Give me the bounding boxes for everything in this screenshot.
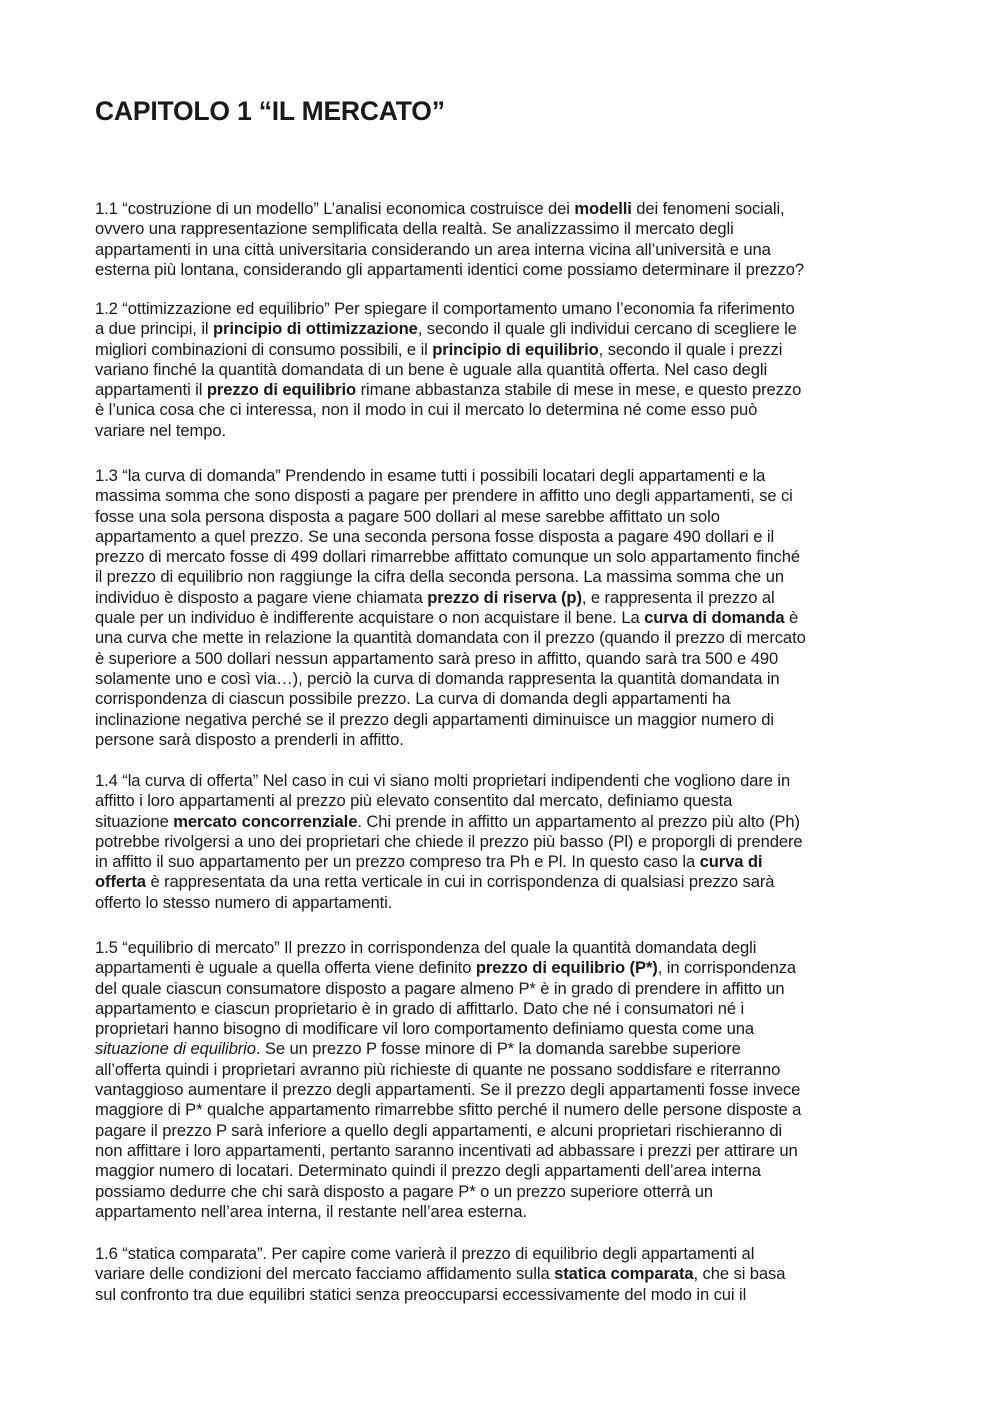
text-line [95,1039,907,1059]
bold-term: offerta [95,872,146,892]
text-run: il prezzo di equilibrio non raggiunge la cifra della seconda persona. La massima somma che un [95,567,784,587]
text-line [95,299,907,319]
text-line [95,588,907,608]
text-run: offerto lo stesso numero di appartamenti. [95,892,393,912]
section-1-5-paragraph [95,938,907,1222]
text-line [95,958,907,978]
text-line [95,1244,907,1264]
text-run: inclinazione negativa perché se il prezzo degli appartamenti diminuisce un maggior numero di [95,709,774,729]
text-run: appartamento nell’area interna, il restante nell’area esterna. [95,1201,527,1221]
text-line [95,938,907,958]
text-run: ovvero una rappresentazione semplificata della realtà. Se analizzassimo il mercato degli [95,219,734,239]
text-line [95,979,907,999]
text-run: affitto i loro appartamenti al prezzo più elevato consentito dal mercato, definiamo questa [95,791,733,811]
text-line [95,507,907,527]
text-run: . Chi prende in affitto un appartamento al prezzo più alto (Ph) [357,811,800,831]
text-run: variano finché la quantità domandata di un bene è uguale alla quantità offerta. Nel caso degli [95,359,768,379]
text-run: esterna più lontana, considerando gli appartamenti identici come possiamo determinare il prezzo? [95,259,804,279]
text-run: prezzo di mercato fosse di 499 dollari rimarrebbe affittato comunque un solo appartamento finché [95,547,800,567]
text-line [95,219,907,239]
text-run: appartamento e ciascun proprietario è in grado di affittarlo. Dato che né i consumatori né i [95,998,745,1018]
text-line [95,421,907,441]
text-run: 1.3 “la curva di domanda” Prendendo in esame tutti i possibili locatari degli appartamenti e la [95,466,766,485]
text-line [95,649,907,669]
text-line [95,1161,907,1181]
text-line [95,319,907,339]
text-run: dei fenomeni sociali, [631,199,785,218]
text-line [95,710,907,730]
text-run: proprietari hanno bisogno di modificare vil loro comportamento definiamo questa come una [95,1019,755,1039]
text-run: appartamenti in una città universitaria considerando un area interna vicina all’università e una [95,239,771,259]
bold-term: curva di [699,852,763,872]
bold-term: statica comparata [554,1264,694,1284]
text-run: pagare il prezzo P sarà inferiore a quello degli appartamenti, e alcuni proprietari rischieranno di [95,1120,783,1140]
text-line [95,260,907,280]
text-line [95,1285,907,1305]
text-run: corrispondenza di ciascun possibile prezzo. La curva di domanda degli appartamenti ha [95,689,731,709]
section-1-1-paragraph [95,199,907,280]
text-run: è superiore a 500 dollari nessun appartamento sarà preso in affitto, quando sarà tra 500 e 490 [95,648,779,668]
text-line [95,380,907,400]
text-run: vantaggioso aumentare il prezzo degli appartamenti. Se il prezzo degli appartamenti fosse invece [95,1080,801,1100]
text-run: 1.2 “ottimizzazione ed equilibrio” Per spiegare il comportamento umano l’economia fa riferimento [95,299,795,318]
text-run: non affittare i loro appartamenti, pertanto saranno incentivati ad abbassare i prezzi per attirare un [95,1140,798,1160]
text-run: 1.5 “equilibrio di mercato” Il prezzo in corrispondenza del quale la quantità domandata degli [95,938,757,957]
text-run: solamente uno e così via…), perciò la curva di domanda rappresenta la quantità domandata in [95,668,780,688]
text-run: , secondo il quale i prezzi [598,339,783,359]
text-line [95,999,907,1019]
text-line [95,628,907,648]
text-run: appartamento a quel prezzo. Se una seconda persona fosse disposta a pagare 490 dollari e il [95,526,775,546]
bold-term: mercato concorrenziale [173,811,358,831]
text-run: . Se un prezzo P fosse minore di P* la domanda sarebbe superiore [255,1039,741,1059]
text-line [95,1141,907,1161]
text-run: , in corrispondenza [657,958,797,978]
text-line [95,1060,907,1080]
text-line [95,547,907,567]
text-line [95,689,907,709]
text-run: del quale ciascun consumatore disposto a pagare almeno P* è in grado di prendere in affitto un [95,978,785,998]
text-run: all’offerta quindi i proprietari avranno più richieste di quante ne possano soddisfare e riterranno [95,1059,781,1079]
bold-term: curva di domanda [644,608,785,628]
section-1-6-paragraph [95,1244,907,1305]
italic-term: situazione di equilibrio [95,1039,256,1059]
text-line [95,240,907,260]
text-line [95,360,907,380]
text-line [95,1202,907,1222]
text-line [95,340,907,360]
text-run: possiamo dedurre che chi sarà disposto a pagare P* o un prezzo superiore otterrà un [95,1181,714,1201]
section-1-3-paragraph [95,466,907,750]
text-run: appartamenti il [95,380,207,400]
text-line [95,1100,907,1120]
text-line [95,669,907,689]
text-line [95,567,907,587]
text-run: massima somma che sono disposti a pagare per prendere in affitto uno degli appartamenti, se ci [95,486,793,506]
text-line [95,812,907,832]
text-line [95,832,907,852]
text-run: maggiore di P* qualche appartamento rimarrebbe sfitto perché il numero delle persone disposte a [95,1100,802,1120]
section-1-2-paragraph [95,299,907,441]
text-line [95,527,907,547]
bold-term: prezzo di riserva (p) [427,587,582,607]
text-run: quale per un individuo è indifferente acquistare o non acquistare il bene. La [95,608,645,628]
text-line [95,486,907,506]
text-run: , secondo il quale gli individui cercano di scegliere le [417,319,797,339]
text-line [95,872,907,892]
chapter-title: CAPITOLO 1 “IL MERCATO” [95,96,445,126]
text-line [95,1264,907,1284]
text-line [95,608,907,628]
text-run: fosse una sola persona disposta a pagare 500 dollari al mese sarebbe affittato un solo [95,506,720,526]
bold-term: prezzo di equilibrio [206,380,357,400]
text-line [95,199,907,219]
text-run: appartamenti è uguale a quella offerta viene definito [95,958,476,978]
text-run: situazione [95,811,174,831]
text-line [95,893,907,913]
text-run: sul confronto tra due equilibri statici senza preoccuparsi eccessivamente del modo in cui il [95,1284,747,1304]
text-line [95,466,907,486]
text-run: 1.1 “costruzione di un modello” L’analisi economica costruisce dei [95,199,575,218]
text-run: , e rappresenta il prezzo al [581,587,775,607]
text-run: variare nel tempo. [95,420,227,440]
text-run: potrebbe rivolgersi a uno dei proprietari che chiede il prezzo più basso (Pl) e proporgli di prendere [95,831,803,851]
text-run: maggior numero di locatari. Determinato quindi il prezzo degli appartamenti dell’area interna [95,1161,761,1181]
text-run: 1.4 “la curva di offerta” Nel caso in cui vi siano molti proprietari indipendenti che vogliono dare in [95,771,791,790]
bold-term: prezzo di equilibrio (P*) [475,958,658,978]
text-run: in affitto il suo appartamento per un prezzo compreso tra Ph e Pl. In questo caso la [95,852,700,872]
text-line [95,852,907,872]
text-run: è l’unica cosa che ci interessa, non il modo in cui il mercato lo determina né come esso può [95,400,758,420]
text-run: migliori combinazioni di consumo possibili, e il [95,339,433,359]
text-line [95,1019,907,1039]
bold-term: principio di ottimizzazione [213,319,418,339]
bold-term: principio di equilibrio [432,339,599,359]
text-run: è [784,608,799,628]
text-run: è rappresentata da una retta verticale in cui in corrispondenza di qualsiasi prezzo sarà [145,872,775,892]
text-line [95,1121,907,1141]
text-run: , che si basa [693,1264,786,1284]
text-line [95,771,907,791]
text-run: individuo è disposto a pagare viene chiamata [95,587,428,607]
text-run: rimane abbastanza stabile di mese in mese, e questo prezzo [356,380,802,400]
text-run: persone sarà disposto a prenderli in affitto. [95,729,404,749]
text-line [95,1080,907,1100]
text-line [95,791,907,811]
text-line [95,730,907,750]
text-run: 1.6 “statica comparata”. Per capire come varierà il prezzo di equilibrio degli appartamenti al [95,1244,755,1263]
section-1-4-paragraph [95,771,907,913]
text-line [95,400,907,420]
text-run: una curva che mette in relazione la quantità domandata con il prezzo (quando il prezzo di mercato [95,628,806,648]
bold-term: modelli [574,199,632,218]
text-line [95,1182,907,1202]
text-run: variare delle condizioni del mercato facciamo affidamento sulla [95,1264,555,1284]
text-run: a due principi, il [95,319,214,339]
